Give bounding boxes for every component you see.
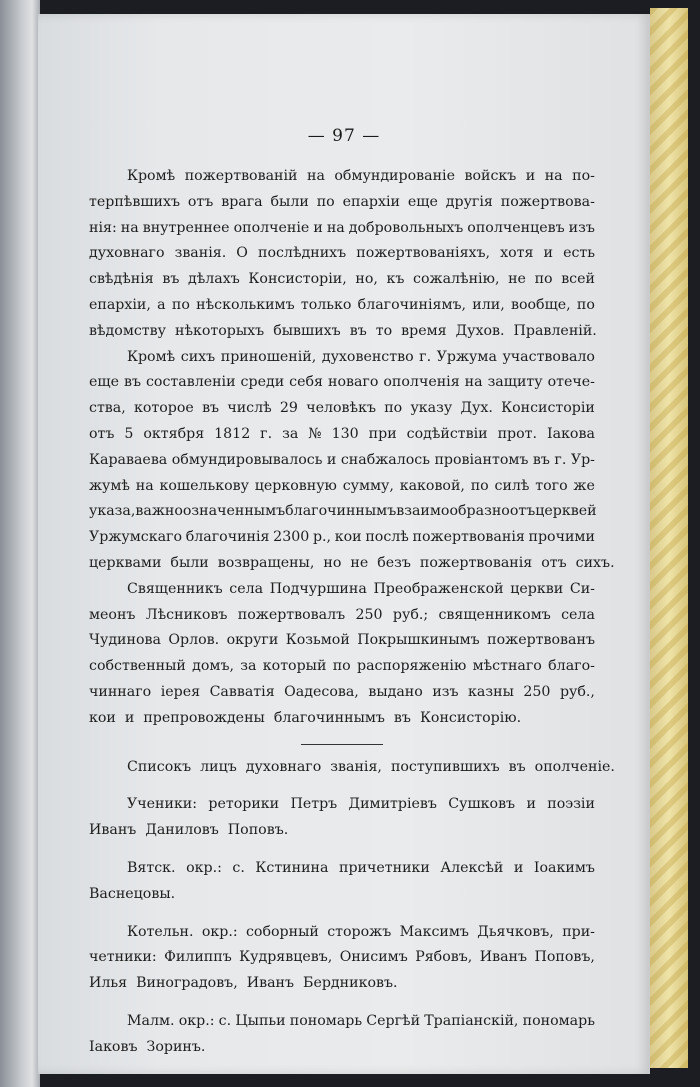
text-line: Малм. окр.: с. Цыпьи пономарь Сергѣй Трапiанскiй, пономарь <box>127 1012 595 1029</box>
text-line: Кромѣ сихъ приношенiй, духовенство г. Уржума участвовало <box>127 348 595 365</box>
text-line: церквами были возвращены, но не безъ пожертвованiя отъ сихъ. <box>89 554 615 571</box>
text-line: указа, важно означеннымъ благочиннымъ взаимообразно отъ церквей <box>89 503 597 520</box>
text-line: собственный домъ, за который по распоряженiю мѣстнаго благо- <box>89 658 595 675</box>
text-line: Уржумскаго благочинiя 2300 р., кои послѣ пожертвованiя прочими <box>89 529 595 546</box>
text-line: Каравaeва обмундировывалось и снабжалось провiантомъ въ г. Ур- <box>89 451 595 468</box>
text-line: Чудинова Орлов. округи Козьмой Покрышкинымъ пожертвованъ <box>89 632 595 649</box>
paragraph <box>89 164 595 345</box>
text-line: свѣдѣнiя въ дѣлахъ Консисторiи, но, къ сожалѣнiю, не по всей <box>89 271 595 288</box>
text-line: Котельн. окр.: соборный сторожъ Максимъ Дьячковъ, при- <box>127 923 595 940</box>
text-line: Иванъ Даниловъ Поповъ. <box>89 822 289 839</box>
text-line: терпѣвшихъ отъ врага были по епархiи еще другiя пожертвова- <box>89 193 595 210</box>
page-text <box>89 164 615 1061</box>
text-line: Вятск. окр.: с. Кстинина причетники Алексѣй и Iоакимъ <box>127 859 595 876</box>
list-paragraph <box>89 920 595 997</box>
text-line: Iаковъ Зоринъ. <box>89 1038 206 1055</box>
book-page <box>38 14 650 1074</box>
text-line: отъ 5 октября 1812 г. за № 130 при содѣйствiи прот. Iакова <box>89 425 595 442</box>
page-number: — 97 — <box>307 126 381 146</box>
text-line: четники: Филиппъ Кудрявцевъ, Онисимъ Рябовъ, Иванъ Поповъ, <box>89 949 595 966</box>
text-line: кои и препровождены благочиннымъ въ Консисторiю. <box>89 709 522 726</box>
paragraph <box>89 345 615 577</box>
text-line: еще въ составленiи среди себя новаго ополченiя на защиту отече- <box>89 374 595 391</box>
text-line: жумѣ на кошелькову церковную сумму, каковой, по силѣ того же <box>89 477 595 494</box>
list-paragraph <box>89 755 615 781</box>
list-paragraph <box>89 1009 595 1061</box>
section-divider <box>301 744 383 745</box>
text-line: Священникъ села Подчуршина Преображенской церкви Си- <box>127 580 595 597</box>
text-line: чиннаго iерея Савватiя Оадесова, выдано изъ казны 250 руб., <box>89 683 595 700</box>
list-paragraph <box>89 856 595 908</box>
text-line: Ученики: реторики Петръ Димитрiевъ Сушковъ и поэзiи <box>127 796 595 813</box>
text-line: духовнаго званiя. О послѣднихъ пожертвованiяхъ, хотя и есть <box>89 245 595 262</box>
text-line: Кромѣ пожертвованiй на обмундированiе войскъ и на по- <box>127 168 595 184</box>
facing-page-edge <box>0 0 40 1087</box>
text-line: меонъ Лѣсниковъ пожертвовалъ 250 руб.; священникомъ села <box>89 606 595 623</box>
text-line: Илья Виноградовъ, Иванъ Бердниковъ. <box>89 975 398 992</box>
text-line: епархiи, а по нѣсколькимъ только благочинiямъ, или, вообще, по <box>89 296 595 313</box>
book-page-edges <box>650 8 688 1068</box>
text-line: нiя: на внутреннее ополченiе и на добровольныхъ ополченцевъ изъ <box>89 219 595 236</box>
list-paragraph <box>89 792 595 844</box>
text-line: Васнецовы. <box>89 885 176 902</box>
text-line: вѣдомству нѣкоторыхъ бывшихъ въ то время Духов. Правленiй. <box>89 322 597 339</box>
militia-list <box>89 755 615 1061</box>
paragraphs <box>89 164 615 732</box>
paragraph <box>89 577 595 732</box>
text-line: Списокъ лицъ духовнаго званiя, поступившихъ въ ополченiе. <box>127 758 615 775</box>
text-line: ства, которое въ числѣ 29 человѣкъ по указу Дух. Консисторiи <box>89 400 595 417</box>
